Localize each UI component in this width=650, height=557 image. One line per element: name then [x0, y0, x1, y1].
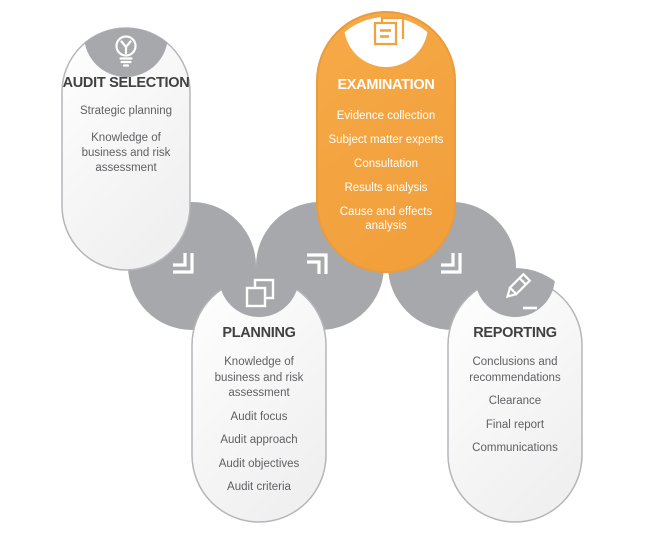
card-item: Audit approach	[220, 434, 298, 446]
card-item: Communications	[472, 442, 558, 454]
card-item: Clearance	[488, 395, 542, 407]
card-item: Conclusions and recommendations	[469, 356, 561, 384]
card-item: Cause and effects analysis	[339, 206, 433, 232]
card-item: Final report	[485, 418, 545, 431]
card-item: Subject matter experts	[328, 134, 444, 146]
audit-selection-items	[62, 104, 190, 176]
planning-card	[192, 325, 326, 504]
card-item: Evidence collection	[336, 110, 436, 122]
card-item: Audit criteria	[227, 481, 291, 493]
card-item: Consultation	[354, 158, 418, 170]
planning-title: PLANNING	[222, 325, 296, 341]
reporting-card	[448, 325, 582, 465]
card-item: Audit focus	[230, 410, 288, 423]
audit-selection-card	[62, 75, 190, 188]
examination-items	[317, 109, 455, 233]
card-item: Audit objectives	[218, 457, 300, 470]
card-item: Knowledge of business and risk assessment	[81, 132, 171, 174]
reporting-items	[448, 355, 582, 457]
card-item: Strategic planning	[79, 105, 173, 117]
reporting-title: REPORTING	[473, 325, 557, 341]
examination-card	[317, 77, 455, 243]
card-item: Results analysis	[344, 182, 428, 194]
audit-selection-title: AUDIT SELECTION	[62, 75, 190, 91]
examination-title: EXAMINATION	[337, 77, 435, 93]
card-item: Knowledge of business and risk assessment	[214, 356, 304, 399]
planning-items	[192, 355, 326, 496]
